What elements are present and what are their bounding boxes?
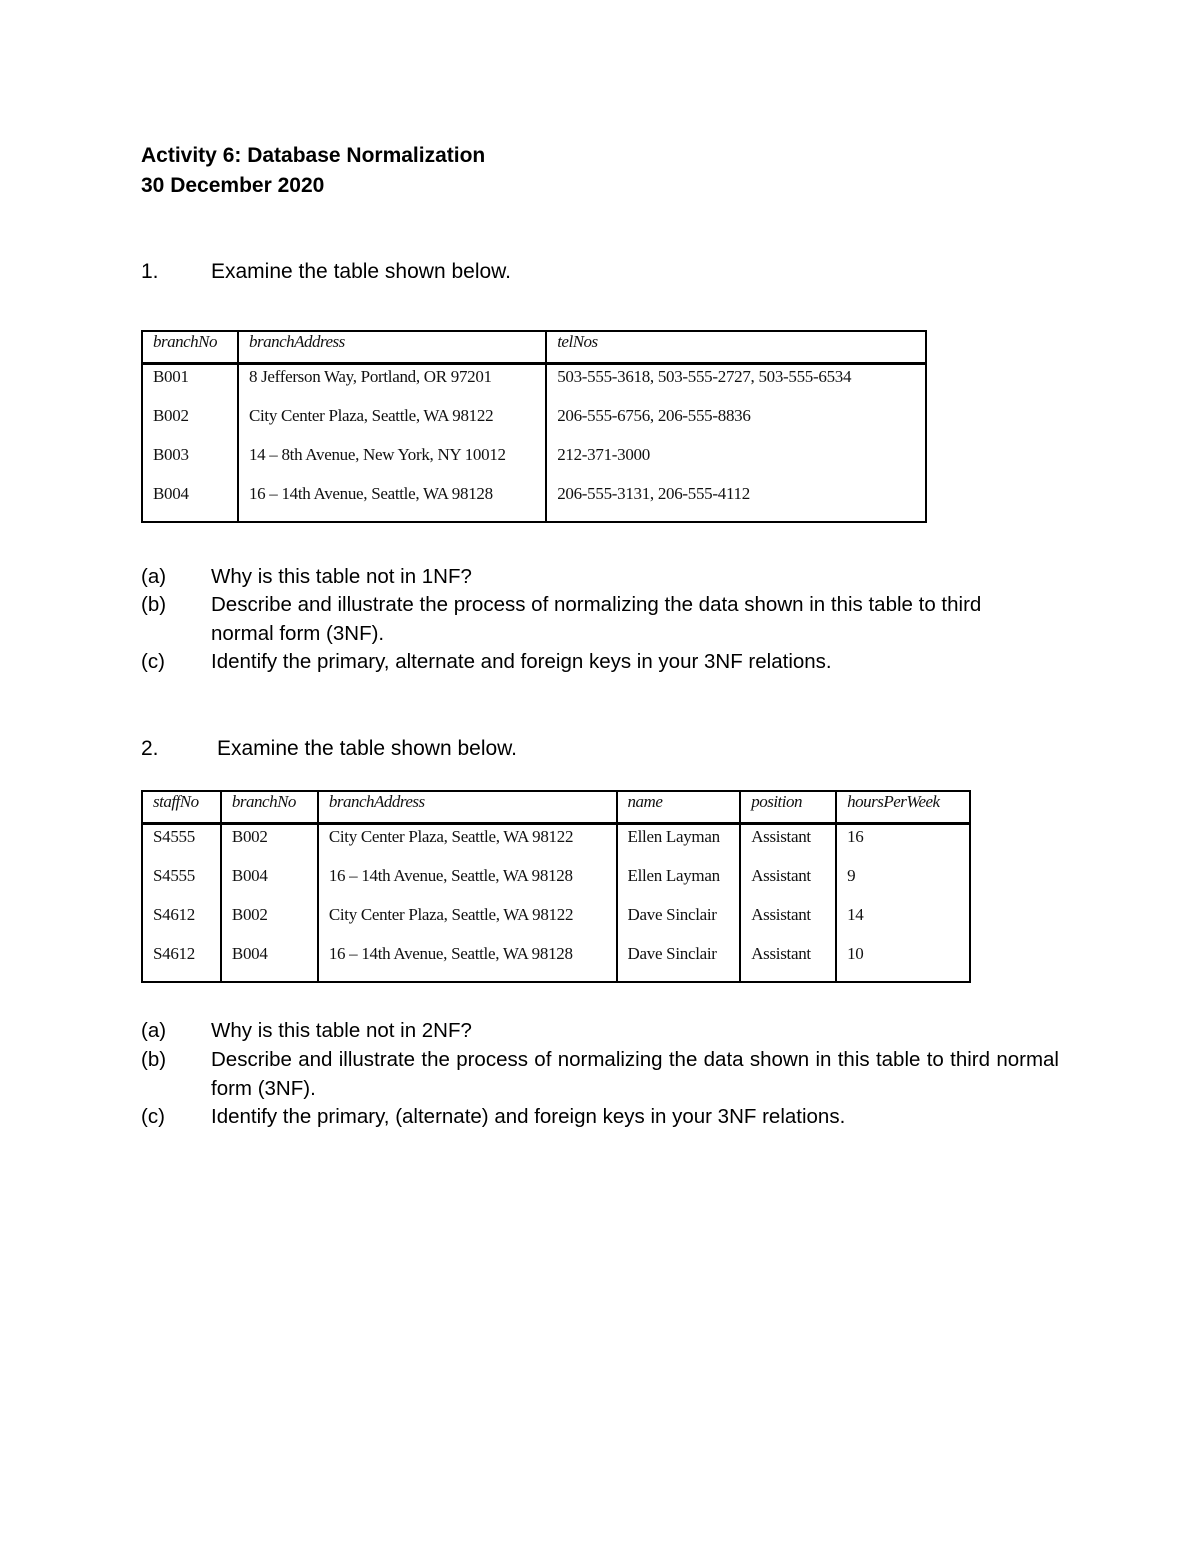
question-2-number: 2. xyxy=(141,737,159,760)
question-1-part-a xyxy=(141,563,1061,592)
part-text: Identify the primary, (alternate) and foreign keys in your 3NF relations. xyxy=(211,1105,846,1128)
column-header: branchAddress xyxy=(318,791,617,824)
table-cell: B004 xyxy=(142,482,238,522)
table-header-row xyxy=(142,791,970,824)
table-cell: S4612 xyxy=(142,903,221,942)
table-cell: B003 xyxy=(142,443,238,482)
question-2-part-c xyxy=(141,1103,1061,1132)
question-2-heading xyxy=(141,734,517,764)
table-cell: 206-555-3131, 206-555-4112 xyxy=(546,482,926,522)
part-label: (b) xyxy=(141,593,167,616)
question-2-part-b xyxy=(141,1046,1059,1103)
column-header: telNos xyxy=(546,331,926,364)
table-cell: 8 Jefferson Way, Portland, OR 97201 xyxy=(238,364,546,405)
part-text: Why is this table not in 1NF? xyxy=(211,565,472,588)
table-cell: City Center Plaza, Seattle, WA 98122 xyxy=(238,404,546,443)
table-cell: 206-555-6756, 206-555-8836 xyxy=(546,404,926,443)
table-cell: 212-371-3000 xyxy=(546,443,926,482)
table-cell: 503-555-3618, 503-555-2727, 503-555-6534 xyxy=(546,364,926,405)
table-cell: Dave Sinclair xyxy=(617,903,741,942)
table-row xyxy=(142,482,926,522)
part-label: (a) xyxy=(141,565,167,588)
table-cell: B004 xyxy=(221,864,318,903)
question-1-number: 1. xyxy=(141,260,159,283)
part-label: (c) xyxy=(141,650,165,673)
table-cell: Ellen Layman xyxy=(617,824,741,865)
table-cell: 16 – 14th Avenue, Seattle, WA 98128 xyxy=(318,942,617,982)
table-cell: Ellen Layman xyxy=(617,864,741,903)
question-1-heading xyxy=(141,257,511,287)
table-header-row xyxy=(142,331,926,364)
table-cell: Assistant xyxy=(740,942,836,982)
branch-table xyxy=(141,330,927,523)
table-cell: S4555 xyxy=(142,824,221,865)
table-cell: B002 xyxy=(221,824,318,865)
table-row xyxy=(142,364,926,405)
document-date: 30 December 2020 xyxy=(141,174,325,197)
column-header: branchNo xyxy=(221,791,318,824)
table-row xyxy=(142,443,926,482)
table-cell: 16 – 14th Avenue, Seattle, WA 98128 xyxy=(238,482,546,522)
part-text: Describe and illustrate the process of normalizing the data shown in this table to third normal form (3NF). xyxy=(211,593,982,645)
table-cell: Dave Sinclair xyxy=(617,942,741,982)
question-1-prompt: Examine the table shown below. xyxy=(211,260,512,283)
part-label: (a) xyxy=(141,1019,167,1042)
question-1-part-b xyxy=(141,591,1021,648)
table-cell: 16 xyxy=(836,824,970,865)
table-cell: Assistant xyxy=(740,903,836,942)
table-cell: Assistant xyxy=(740,864,836,903)
part-text: Why is this table not in 2NF? xyxy=(211,1019,472,1042)
question-2-part-a xyxy=(141,1017,1061,1046)
table-cell: 14 – 8th Avenue, New York, NY 10012 xyxy=(238,443,546,482)
column-header: position xyxy=(740,791,836,824)
table-cell: B004 xyxy=(221,942,318,982)
question-1-part-c xyxy=(141,648,1061,677)
question-2-prompt: Examine the table shown below. xyxy=(217,737,518,760)
part-label: (b) xyxy=(141,1048,167,1071)
table-cell: 9 xyxy=(836,864,970,903)
table-cell: City Center Plaza, Seattle, WA 98122 xyxy=(318,824,617,865)
part-label: (c) xyxy=(141,1105,165,1128)
table-row xyxy=(142,824,970,865)
staff-branch-table xyxy=(141,790,971,983)
table-cell: B002 xyxy=(221,903,318,942)
table-cell: 16 – 14th Avenue, Seattle, WA 98128 xyxy=(318,864,617,903)
table-row xyxy=(142,942,970,982)
column-header: staffNo xyxy=(142,791,221,824)
table-cell: 14 xyxy=(836,903,970,942)
part-text: Describe and illustrate the process of normalizing the data shown in this table to third normal form (3NF). xyxy=(211,1048,1059,1100)
document-title: Activity 6: Database Normalization xyxy=(141,144,486,167)
table-row xyxy=(142,903,970,942)
table-cell: S4555 xyxy=(142,864,221,903)
table-cell: City Center Plaza, Seattle, WA 98122 xyxy=(318,903,617,942)
column-header: name xyxy=(617,791,741,824)
column-header: branchAddress xyxy=(238,331,546,364)
table-row xyxy=(142,404,926,443)
part-text: Identify the primary, alternate and foreign keys in your 3NF relations. xyxy=(211,650,832,673)
table-cell: B002 xyxy=(142,404,238,443)
table-cell: 10 xyxy=(836,942,970,982)
column-header: hoursPerWeek xyxy=(836,791,970,824)
table-cell: Assistant xyxy=(740,824,836,865)
table-cell: B001 xyxy=(142,364,238,405)
table-cell: S4612 xyxy=(142,942,221,982)
table-row xyxy=(142,864,970,903)
column-header: branchNo xyxy=(142,331,238,364)
